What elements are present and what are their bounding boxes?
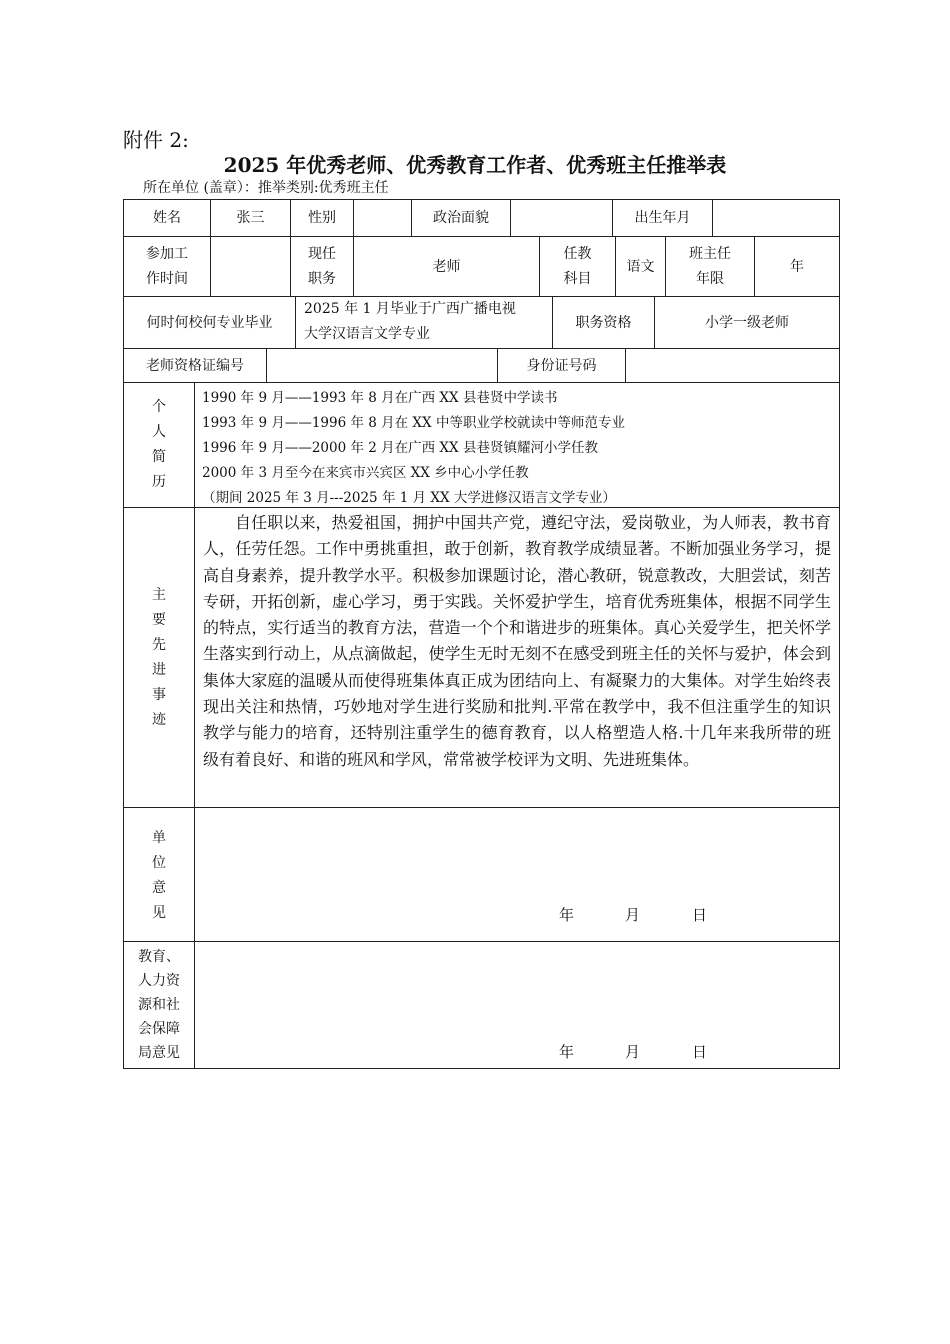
unit-opinion-month: 月 <box>625 906 641 924</box>
attachment-label: 附件 2: <box>123 128 189 152</box>
resume-label-char: 简 <box>152 449 166 465</box>
resume-label-char: 个 <box>152 399 166 415</box>
birth-label: 出生年月 <box>634 210 691 226</box>
position-label-line2: 职务 <box>308 270 336 287</box>
years-value: 年 <box>790 258 804 275</box>
deeds-text: 自任职以来，热爱祖国，拥护中国共产党，遵纪守法，爱岗敬业，为人师表，教书育人，任劳任怨。工作中勇挑重担，敢于创新，教育教学成绩显著。不断加强业务学习，提高自身素养，提升教学水平。积极参加课题讨论，潜心教研，锐意教改，大胆尝试，刻苦专研，开拓创新，虚心学习，勇于实践。关怀爱护学生，培育优秀班集体，根据不同学生的特点，实行适当的教育方法，营造一个个和谐进步的班集体。真心关爱学生，把关怀学生落实到行动上，从点滴做起，使学生无时无刻不在感受到班主任的关怀与爱护，体会到集体大家庭的温暖从而使得班集体真正成为团结向上、有凝聚力的大集体。对学生始终表现出关注和热情，巧妙地对学生进行奖励和批判.平常在教学中，我不但注重学生的知识教学与能力的培育，还特别注重学生的德育教育，以人格塑造人格.十几年来我所带的班级有着良好、和谐的班风和学风，常常被学校评为文明、先进班集体。 <box>203 513 831 769</box>
years-label <box>666 237 754 296</box>
unit-opinion-label-char: 见 <box>152 905 166 921</box>
unit-opinion-label-char: 意 <box>152 880 166 896</box>
graduation-value-line2: 大学汉语言文学专业 <box>304 326 430 342</box>
name-value: 张三 <box>236 210 265 226</box>
qualification-label: 职务资格 <box>575 314 632 331</box>
resume-label-char: 历 <box>152 474 166 490</box>
unit-opinion-label <box>124 826 194 926</box>
resume-label <box>124 383 194 507</box>
work-start-label-line2: 作时间 <box>146 270 188 287</box>
resume-line: 1990 年 9 月——1993 年 8 月在广西 XX 县巷贤中学读书 <box>202 390 558 406</box>
graduation-label: 何时何校何专业毕业 <box>146 314 273 331</box>
deeds-label-char: 进 <box>152 661 166 678</box>
resume-line: （期间 2025 年 3 月---2025 年 1 月 XX 大学进修汉语言文学专业） <box>202 490 616 506</box>
position-value: 老师 <box>432 258 461 275</box>
bureau-opinion-label-line: 人力资 <box>138 973 180 989</box>
subject-label <box>540 237 615 296</box>
unit-opinion-year: 年 <box>559 906 575 924</box>
bureau-opinion-label-line: 局意见 <box>138 1045 180 1061</box>
bureau-opinion-day: 日 <box>692 1043 708 1061</box>
work-start-label-line1: 参加工 <box>146 245 188 262</box>
work-start-value <box>211 237 290 296</box>
political-value <box>511 200 612 236</box>
graduation-value <box>304 297 552 348</box>
unit-and-category: 所在单位 (盖章）：推举类别:优秀班主任 <box>143 180 389 196</box>
subject-label-line1: 任教 <box>563 245 592 262</box>
resume-line: 1993 年 9 月——1996 年 8 月在 XX 中等职业学校就读中等师范专业 <box>202 415 625 431</box>
unit-opinion-day: 日 <box>692 906 708 924</box>
resume-line: 2000 年 3 月至今在来宾市兴宾区 XX 乡中心小学任教 <box>202 465 529 481</box>
cert-value <box>267 349 497 382</box>
bureau-opinion-label-line: 源和社 <box>138 997 180 1013</box>
deeds-label-char: 先 <box>152 636 166 653</box>
deeds-label-char: 主 <box>152 586 166 603</box>
birth-value <box>713 200 839 236</box>
political-label: 政治面貌 <box>433 210 489 226</box>
position-label-line1: 现任 <box>308 245 336 262</box>
bureau-opinion-label <box>124 942 194 1068</box>
bureau-opinion-year: 年 <box>559 1043 575 1061</box>
deeds-label-char: 事 <box>152 686 166 703</box>
deeds-label-char: 要 <box>152 611 166 628</box>
gender-label: 性别 <box>308 210 336 226</box>
resume-line: 1996 年 9 月——2000 年 2 月在广西 XX 县巷贤镇耀河小学任教 <box>202 440 598 456</box>
bureau-opinion-label-line: 教育、 <box>138 949 180 965</box>
position-label <box>291 237 353 296</box>
bureau-opinion-month: 月 <box>625 1043 641 1061</box>
gender-value <box>354 200 411 236</box>
id-value <box>626 349 839 382</box>
deeds-label <box>124 508 194 807</box>
deeds-label-char: 迹 <box>152 711 166 728</box>
years-label-line2: 年限 <box>696 270 724 287</box>
subject-value: 语文 <box>626 258 655 275</box>
unit-opinion-label-char: 单 <box>152 830 166 846</box>
name-label: 姓名 <box>153 210 181 226</box>
years-label-line1: 班主任 <box>689 245 731 262</box>
page-title: 2025 年优秀老师、优秀教育工作者、优秀班主任推举表 <box>223 153 727 177</box>
cert-label: 老师资格证编号 <box>146 357 244 374</box>
bureau-opinion-label-line: 会保障 <box>138 1021 180 1037</box>
id-label: 身份证号码 <box>526 357 597 374</box>
graduation-value-line1: 2025 年 1 月毕业于广西广播电视 <box>304 301 516 317</box>
unit-opinion-label-char: 位 <box>152 855 166 871</box>
resume-label-char: 人 <box>152 424 166 440</box>
qualification-value: 小学一级老师 <box>705 314 789 331</box>
subject-label-line2: 科目 <box>563 270 592 287</box>
work-start-label <box>124 237 210 296</box>
